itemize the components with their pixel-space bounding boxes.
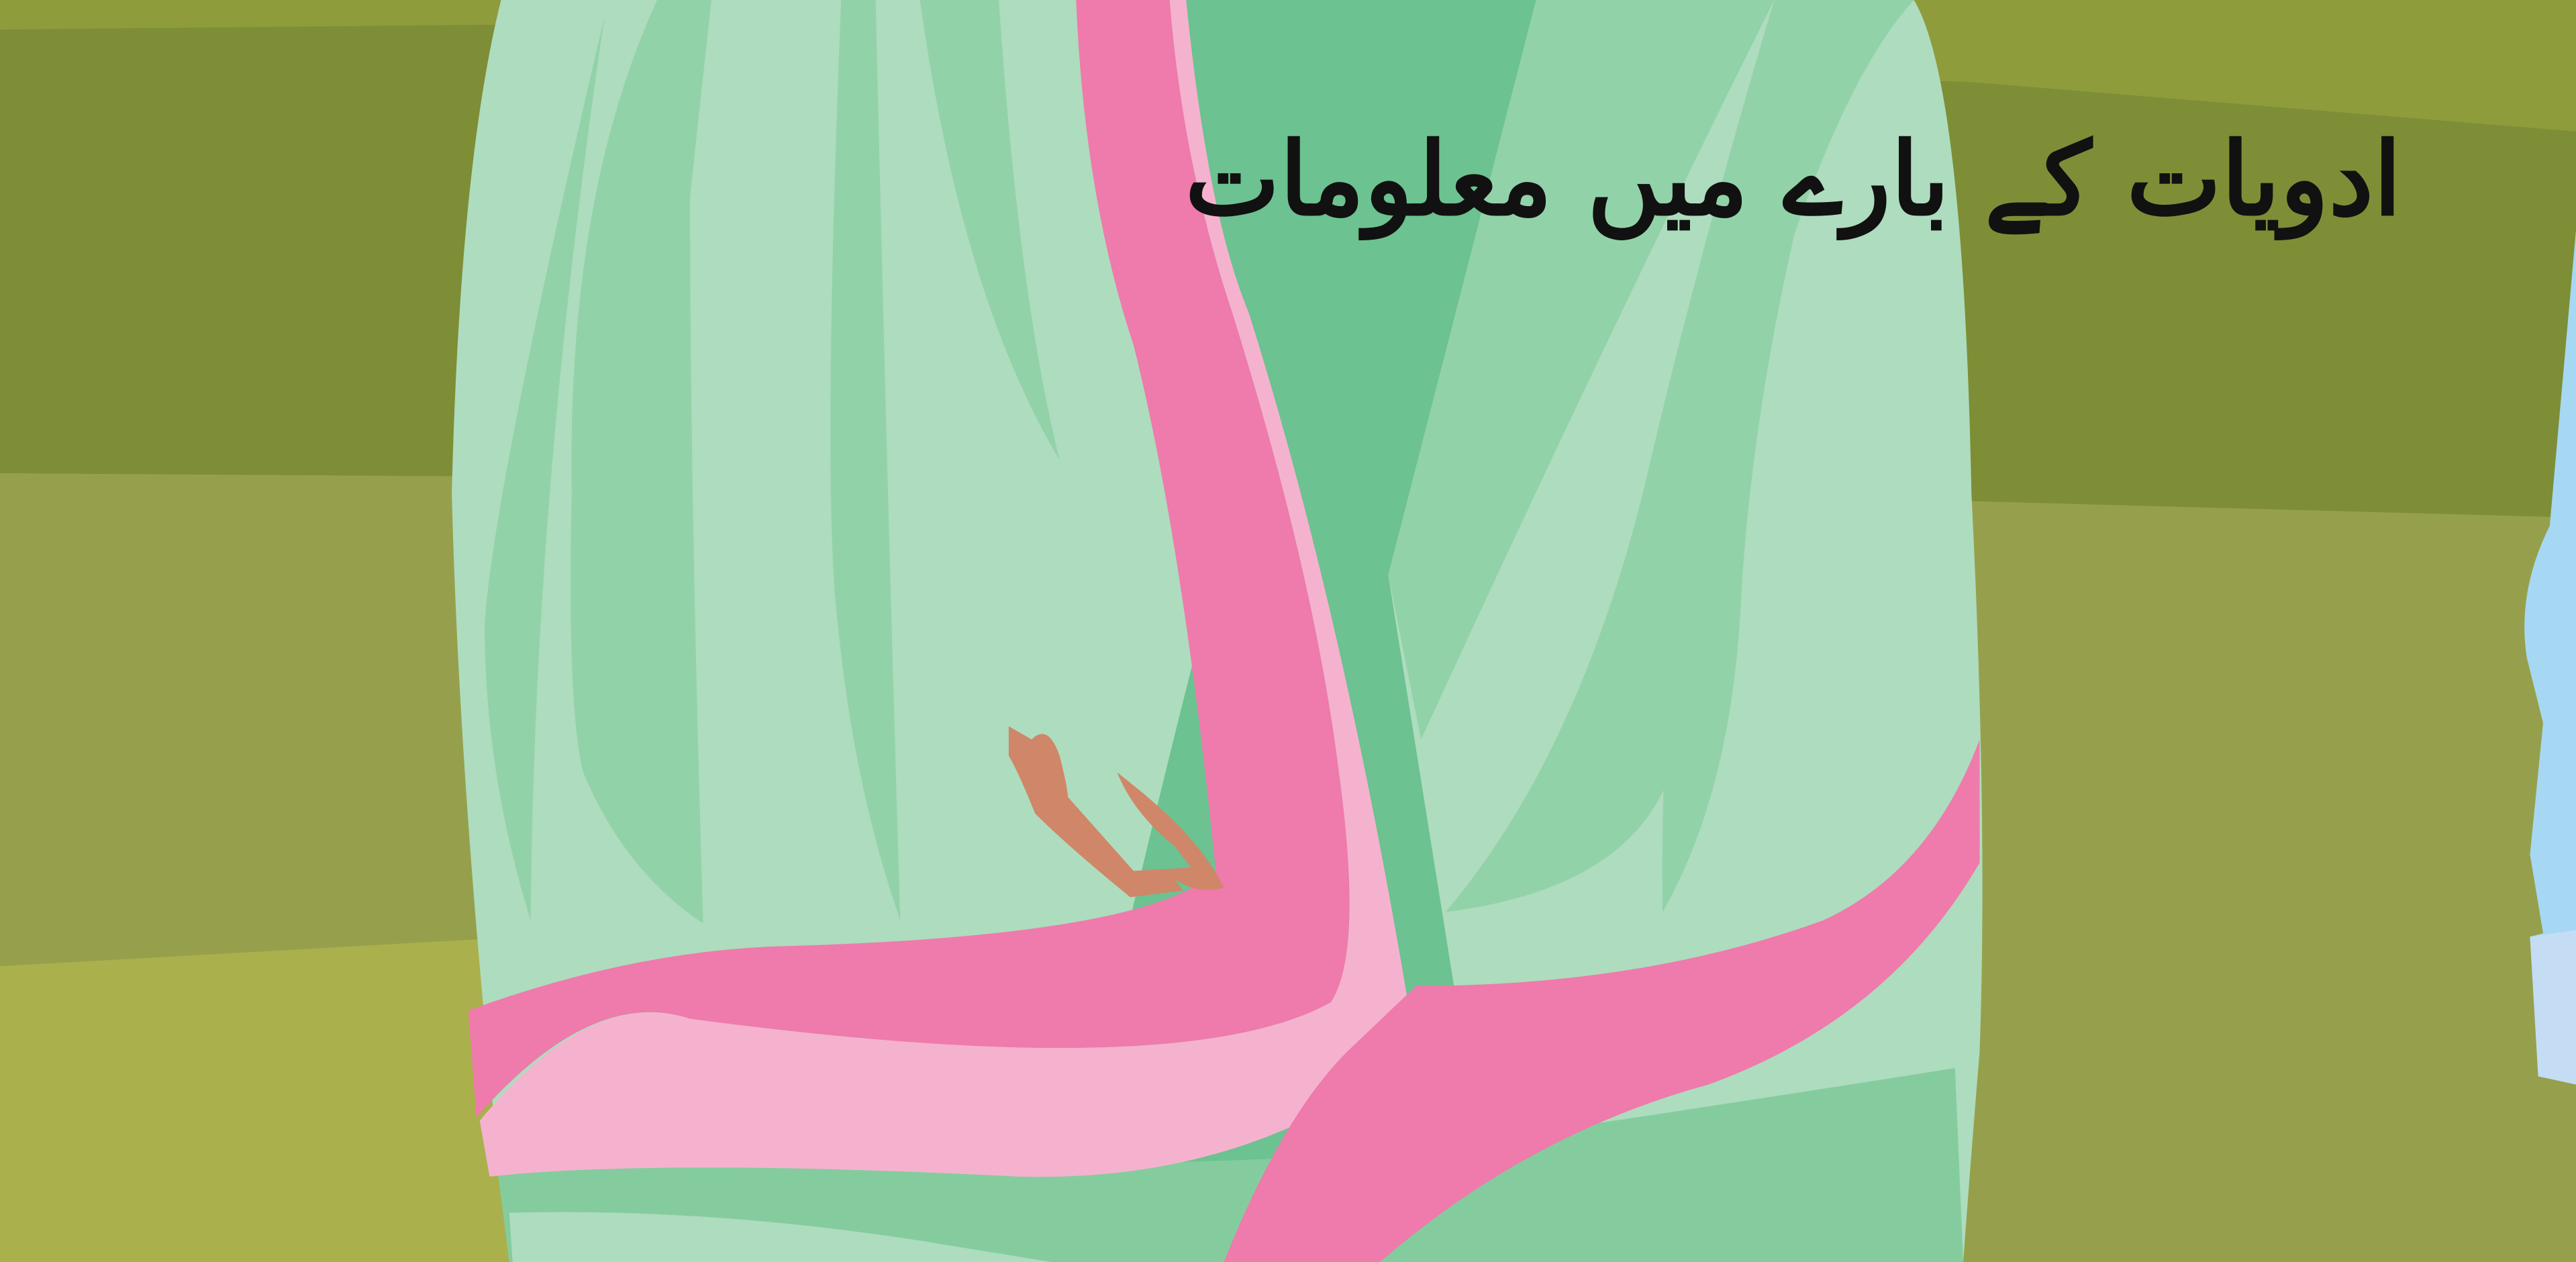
page-title: ادویات کے بارے میں معلومات (1185, 120, 2401, 238)
background-band-light (0, 936, 526, 1262)
